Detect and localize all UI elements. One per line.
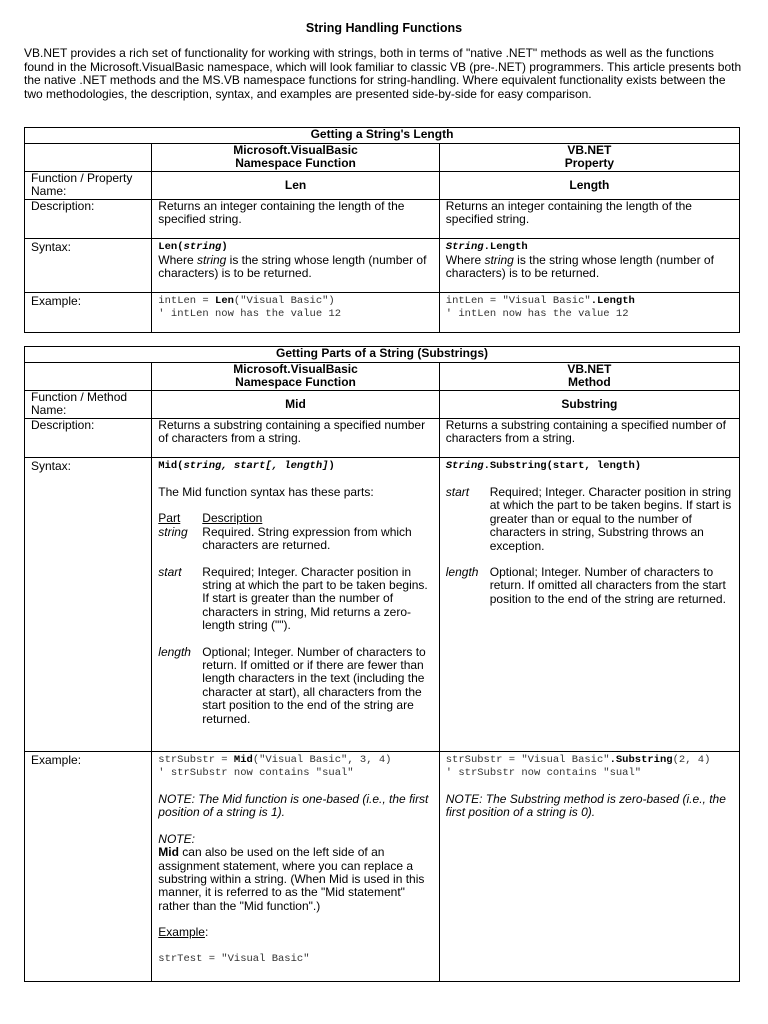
table2-net-syntax-code: String.Substring(start, length) (445, 460, 642, 472)
table1-vb-example: intLen = Len("Visual Basic") ' intLen now has the value 12 (152, 293, 439, 333)
table2-vb-part-length: length Optional; Integer. Number of characters to return. If omitted or if there are fewer than length characters in the text (including the character at start), all characters from the start position to the end of the string are returned. (158, 644, 426, 726)
table2-row-desc-label: Description: (25, 419, 152, 458)
table2-net-name: Substring (439, 391, 739, 419)
table2-col-net-line1: VB.NET (567, 362, 612, 376)
table2-vb-example-code2: strTest = "Visual Basic" (158, 952, 310, 965)
table2-vb-example (152, 752, 439, 982)
string-length-table (24, 127, 740, 333)
table1-net-syntax-code: String.Length (445, 241, 528, 253)
table1-caption: Getting a String's Length (25, 128, 740, 144)
table2-vb-example-code: strSubstr = Mid("Visual Basic", 3, 4) ' strSubstr now contains "sual" (158, 754, 392, 779)
table1-vb-syntax (152, 239, 439, 293)
table1-net-desc: Returns an integer containing the length of the specified string. (439, 200, 739, 239)
table2-col-net-line2: Method (568, 375, 611, 390)
table2-net-example-code: strSubstr = "Visual Basic".Substring(2, 4) ' strSubstr now contains "sual" (445, 754, 711, 779)
table2-net-example (439, 752, 739, 982)
table1-col-net-line2: Property (564, 156, 615, 171)
table1-row-example-label: Example: (25, 293, 152, 333)
table1-vb-syntax-code: Len(string) (158, 241, 228, 253)
table1-vb-name: Len (152, 172, 439, 200)
table2-col-vb (152, 363, 439, 391)
table2-vb-example-head: Example: (158, 925, 209, 940)
table2-row-example-label: Example: (25, 752, 152, 982)
table1-vb-desc: Returns an integer containing the length of the specified string. (152, 200, 439, 239)
table2-net-desc: Returns a substring containing a specified number of characters from a string. (439, 419, 739, 458)
table2-row-syntax-label: Syntax: (25, 458, 152, 752)
table2-vb-parts-intro: The Mid function syntax has these parts: (158, 485, 374, 499)
table1-row-name-label: Function / Property Name: (25, 172, 152, 200)
table2-vb-desc: Returns a substring containing a specified number of characters from a string. (152, 419, 439, 458)
table2-vb-name: Mid (152, 391, 439, 419)
table2-row-name-label: Function / Method Name: (25, 391, 152, 419)
table2-vb-syntax-code: Mid(string, start[, length]) (158, 460, 335, 472)
table1-net-syntax-text: Where string is the string whose length (number of characters) is to be returned. (445, 253, 714, 281)
table2-net-part-start: start Required; Integer. Character position in string at which the part to be taken begins. If start is greater than or equal to the number of characters in string, Substring throws an exception. (445, 485, 732, 553)
page-title: String Handling Functions (305, 21, 463, 35)
table2-vb-parts-header: Part Description (158, 511, 263, 526)
table2-vb-part-string: string Required. String expression from which characters are returned. (158, 524, 412, 553)
table1-col-net-line1: VB.NET (567, 143, 612, 157)
table2-col-vb-line1: Microsoft.VisualBasic (233, 362, 358, 376)
table1-col-vb-line1: Microsoft.VisualBasic (233, 143, 358, 157)
table1-net-syntax (439, 239, 739, 293)
table1-corner (25, 144, 152, 172)
table2-vb-note2: Mid can also be used on the left side of an assignment statement, where you can replace a substring within a string. (When Mid is used in this manner, it is referred to as the "Mid statement" rather than the "Mid function".) (158, 845, 425, 913)
table2-net-note: NOTE: The Substring method is zero-based (i.e., the first position of a string is 0). (445, 792, 726, 820)
table2-net-syntax (439, 458, 739, 752)
table2-vb-syntax (152, 458, 439, 752)
table1-col-vb-line2: Namespace Function (235, 156, 356, 171)
table1-net-name: Length (439, 172, 739, 200)
table2-vb-note1: NOTE: The Mid function is one-based (i.e., the first position of a string is 1). (158, 792, 429, 820)
table1-row-syntax-label: Syntax: (25, 239, 152, 293)
table2-caption: Getting Parts of a String (Substrings) (25, 347, 740, 363)
table1-vb-syntax-text: Where string is the string whose length (number of characters) is to be returned. (158, 253, 427, 281)
substrings-table (24, 346, 740, 982)
table2-col-net (439, 363, 739, 391)
intro-paragraph: VB.NET provides a rich set of functionality for working with strings, both in terms of "native .NET" methods as well as the functions found in the Microsoft.VisualBasic namespace, which will look familiar to classic VB (pre-.NET) programmers. This article presents both the native .NET methods and the MS.VB namespace functions for string-handling. Where equivalent functionality exists between the two methodologies, the description, syntax, and examples are presented side-by-side for easy comparison. (24, 46, 742, 101)
table2-vb-part-start: start Required; Integer. Character position in string at which the part to be taken begins. If start is greater than the number of characters in string, Mid returns a zero-length string (""). (158, 564, 428, 633)
table2-col-vb-line2: Namespace Function (235, 375, 356, 390)
table1-net-example: intLen = "Visual Basic".Length ' intLen now has the value 12 (439, 293, 739, 333)
table2-net-part-length: length Optional; Integer. Number of characters to return. If omitted all characters from the start position to the end of the string are returned. (445, 565, 726, 606)
table1-row-desc-label: Description: (25, 200, 152, 239)
table1-col-net (439, 144, 739, 172)
table2-vb-note2-head: NOTE: (158, 831, 195, 846)
table1-col-vb (152, 144, 439, 172)
table2-corner (25, 363, 152, 391)
